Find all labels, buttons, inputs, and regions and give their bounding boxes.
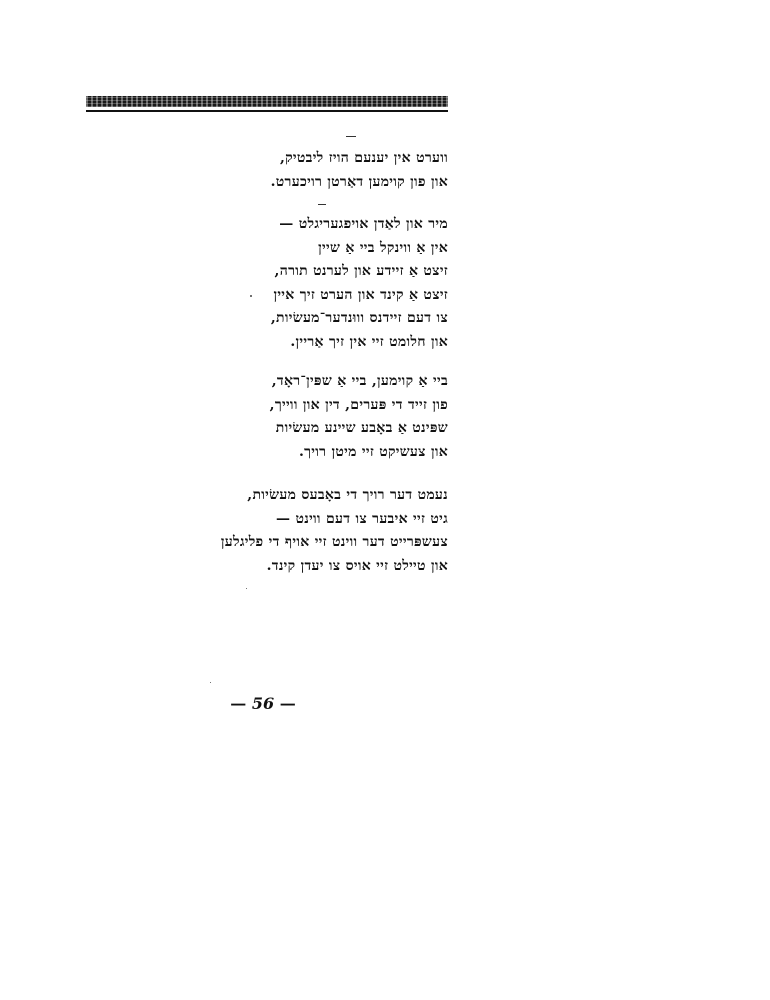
stanza-mark bbox=[346, 136, 356, 137]
scan-speck bbox=[250, 295, 252, 297]
poem-line: גיט זיי איבער צו דעם ווינט — bbox=[276, 510, 448, 527]
stanza-3 bbox=[270, 370, 448, 464]
header-rule bbox=[86, 110, 448, 112]
poem-line: נעמט דער רויך די באָבעס מעשׂיות, bbox=[247, 487, 448, 503]
poem-line: מיר און לאַדן אויפגעריגלט — bbox=[279, 216, 448, 232]
poem-line: צו דעם זיידנס וווּנדער־מעשׂיות, bbox=[270, 310, 448, 326]
page-number bbox=[228, 694, 298, 713]
scan-speck bbox=[246, 588, 247, 589]
poem-line: צעשפּרייט דער ווינט זיי אויף די פליגלען bbox=[220, 534, 448, 550]
stanza-1 bbox=[271, 147, 448, 194]
poem-line: זיצט אַ קינד און הערט זיך איין bbox=[273, 286, 448, 303]
poem-line: און טיילט זיי אויס צו יעדן קינד. bbox=[266, 557, 448, 574]
poem-line: שפּינט אַ באָבע שיינע מעשׂיות bbox=[275, 420, 448, 436]
stanza-mark bbox=[318, 204, 326, 205]
poem-line: און חלומט זיי אין זיך אַריין. bbox=[290, 333, 448, 350]
folio-number: 56 bbox=[251, 694, 275, 713]
poem-line: זיצט אַ זיידע און לערנט תורה, bbox=[274, 263, 448, 279]
stanza-2 bbox=[271, 213, 448, 354]
poem-line: אין אַ ווינקל ביי אַ שיין bbox=[318, 239, 448, 256]
poem-line: ווערט אין יענעם הויז ליבטיק, bbox=[279, 150, 448, 166]
folio-dash-left: — bbox=[230, 694, 247, 713]
poem-line: און צעשיקט זיי מיטן רויך. bbox=[298, 443, 448, 460]
poem-line: פון זייד די פּערים, דין און ווייך, bbox=[269, 396, 448, 413]
scan-speck bbox=[210, 682, 211, 683]
stanza-4 bbox=[221, 484, 448, 578]
header-ornament-band bbox=[86, 96, 448, 107]
poem-line: ביי אַ קוימען, ביי אַ שפּין־ראָד, bbox=[271, 373, 448, 389]
folio-dash-right: — bbox=[279, 694, 296, 713]
poem-line: און פון קוימען דאַרטן רויכערט. bbox=[270, 173, 448, 190]
